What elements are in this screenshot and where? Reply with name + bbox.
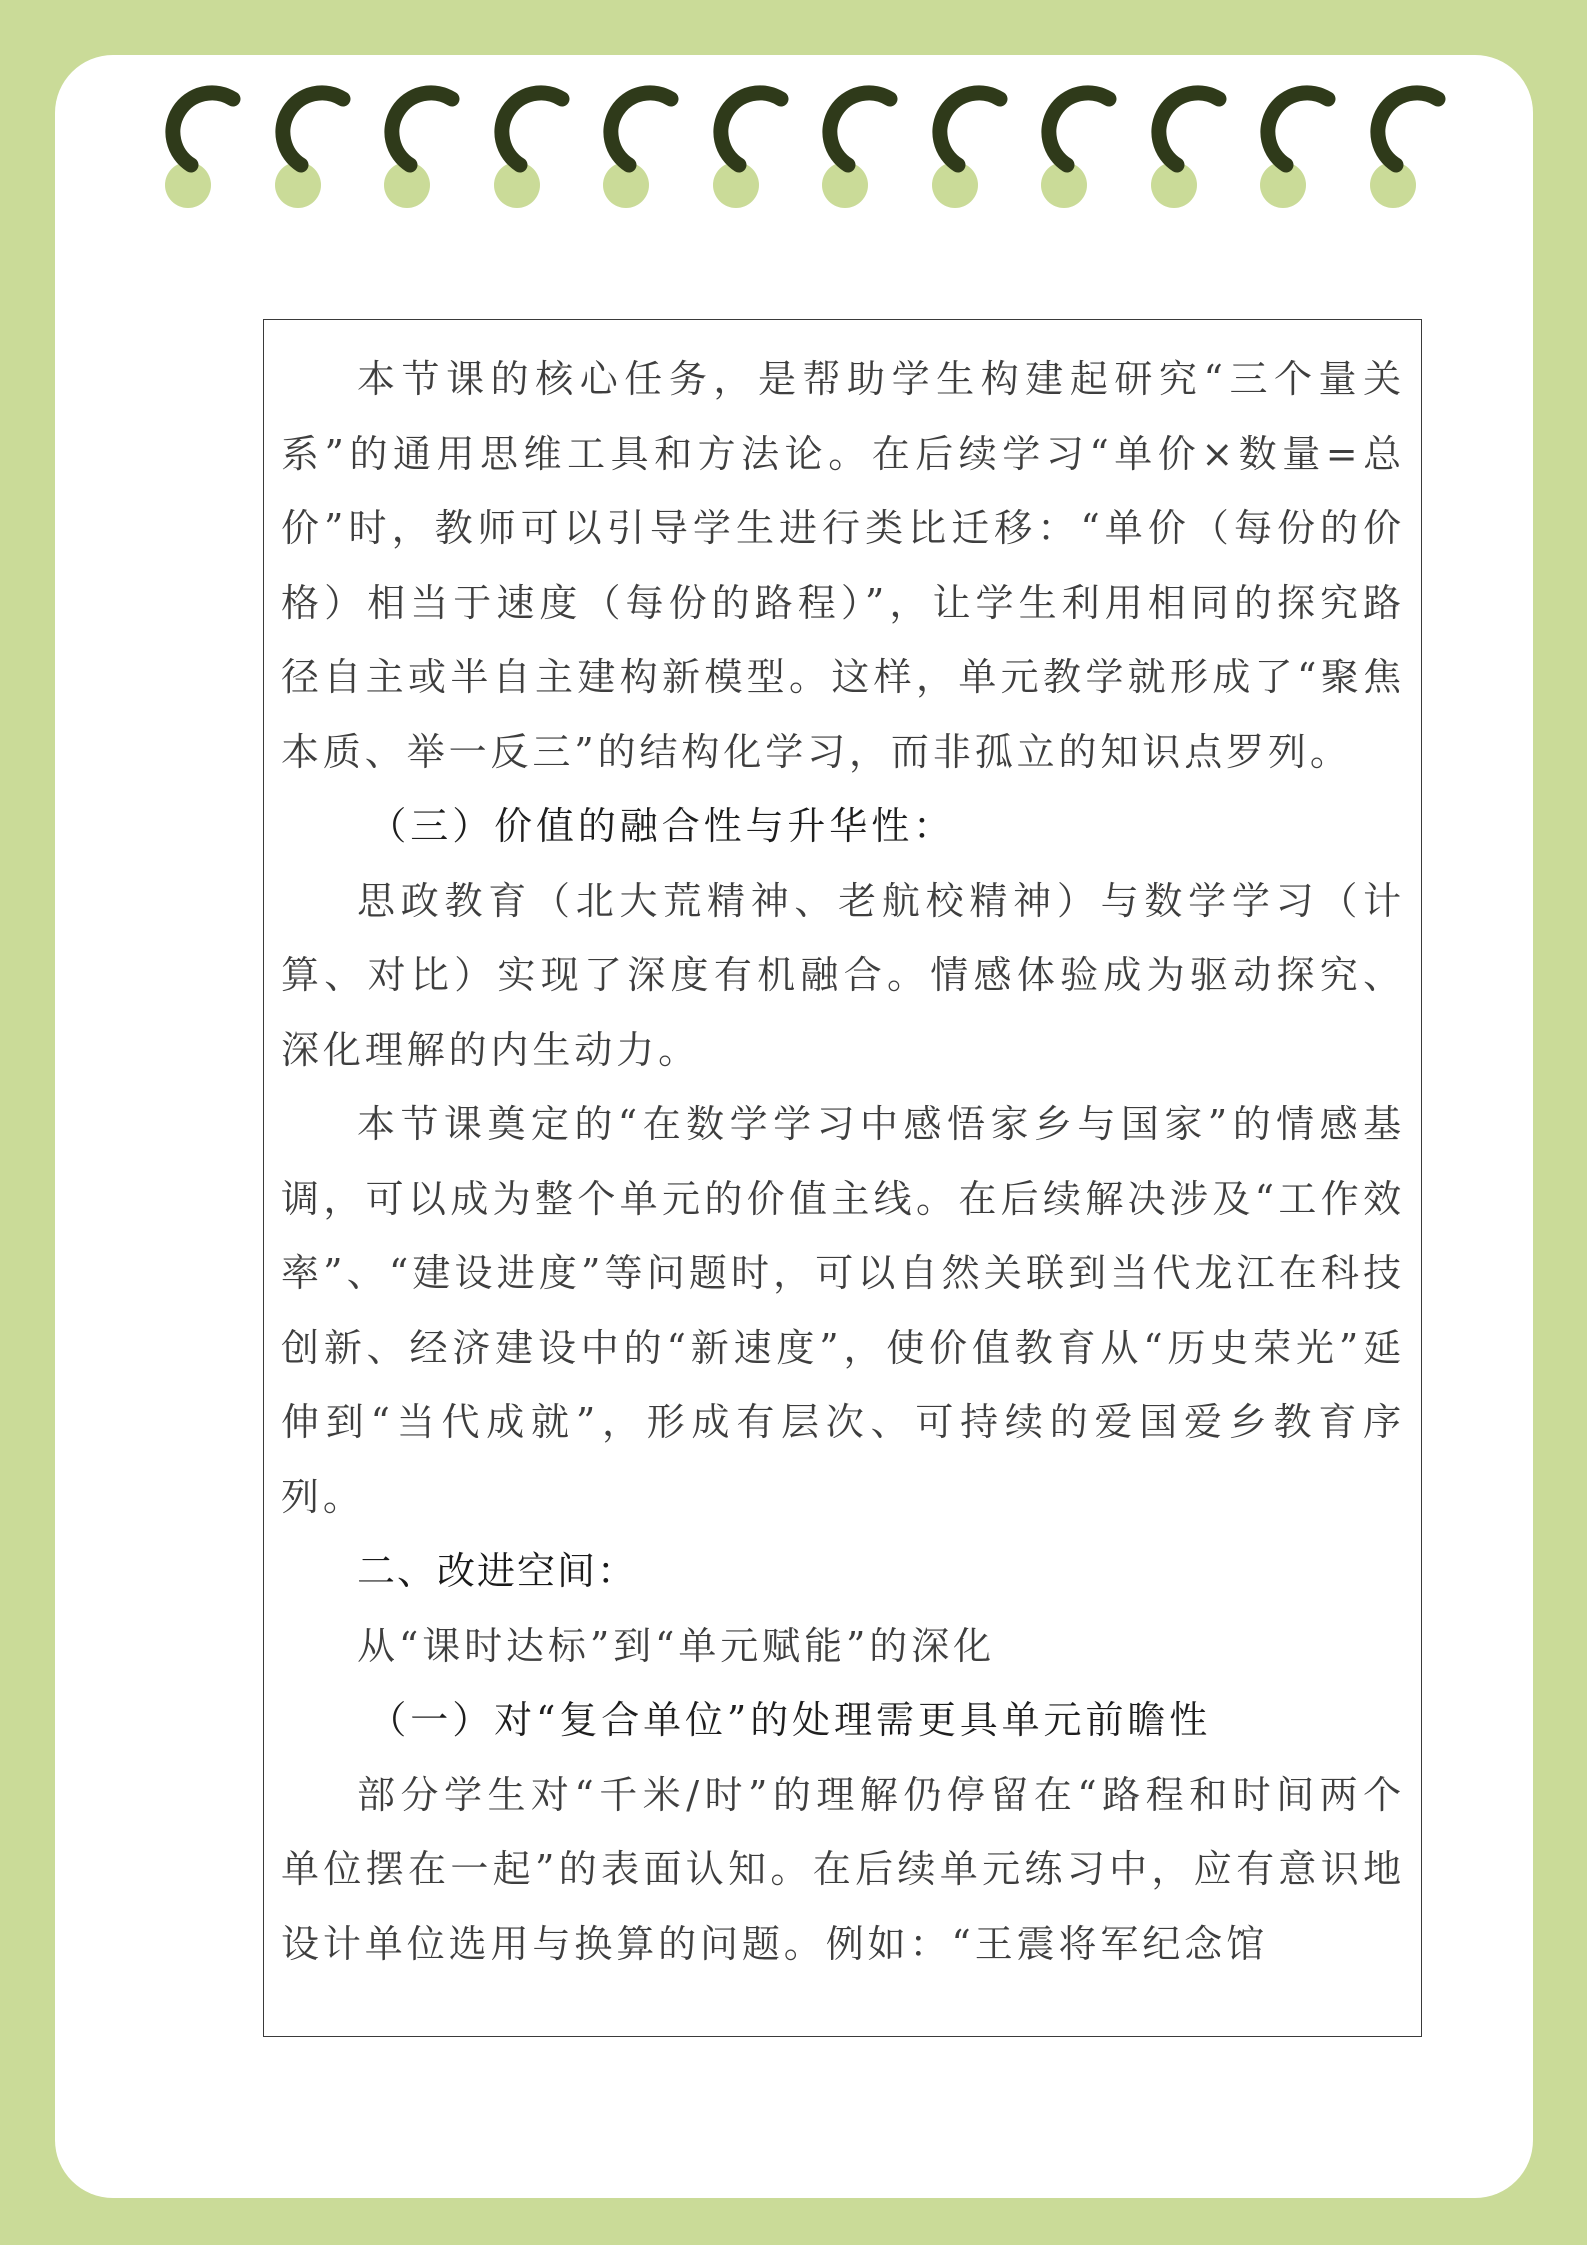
heading-value-integration: （三）价值的融合性与升华性： <box>368 804 955 848</box>
binder-ring-icon <box>1240 77 1348 209</box>
binder-ring-icon <box>693 77 801 209</box>
paragraph-student-understanding: 部分学生对“千米/时”的理解仍停留在“路程和时间两个单位摆在一起”的表面认知。在后续单元练习中，应有意识地设计单位选用与换算的问题。例如：“王震将军纪念馆 <box>281 1772 1405 1966</box>
paragraph-value-mainline: 本节课奠定的“在数学学习中感悟家乡与国家”的情感基调，可以成为整个单元的价值主线。在后续解决涉及“工作效率”、“建设进度”等问题时，可以自然关联到当代龙江在科技创新、经济建设中的“新速度”，使价值教育从“历史荣光”延伸到“当代成就”，形成有层次、可持续的爱国爱乡教育序列。 <box>281 1102 1405 1519</box>
binder-ring-icon <box>1131 77 1239 209</box>
binder-ring-icon <box>1021 77 1129 209</box>
binder-ring-icon <box>364 77 472 209</box>
content-box <box>263 319 1422 2037</box>
binder-ring-icon <box>802 77 910 209</box>
binder-ring-icon <box>583 77 691 209</box>
binder-ring-icon <box>474 77 582 209</box>
binder-ring-icon <box>912 77 1020 209</box>
heading-improvement-space: 二、改进空间： <box>357 1549 638 1593</box>
binder-ring-icon <box>145 77 253 209</box>
paragraph-ideological-education: 思政教育（北大荒精神、老航校精神）与数学学习（计算、对比）实现了深度有机融合。情感体验成为驱动探究、深化理解的内生动力。 <box>281 878 1405 1072</box>
binder-ring-icon <box>255 77 363 209</box>
heading-compound-unit: （一）对“复合单位”的处理需更具单元前瞻性 <box>368 1698 1212 1742</box>
binder-ring-icon <box>1350 77 1458 209</box>
notebook-sheet <box>55 55 1533 2198</box>
paragraph-core-task: 本节课的核心任务，是帮助学生构建起研究“三个量关系”的通用思维工具和方法论。在后续学习“单价×数量=总价”时，教师可以引导学生进行类比迁移：“单价（每份的价格）相当于速度（每份的路程）”，让学生利用相同的探究路径自主或半自主建构新模型。这样，单元教学就形成了“聚焦本质、举一反三”的结构化学习，而非孤立的知识点罗列。 <box>281 357 1405 774</box>
paragraph-subtitle-deepening: 从“课时达标”到“单元赋能”的深化 <box>357 1623 996 1668</box>
